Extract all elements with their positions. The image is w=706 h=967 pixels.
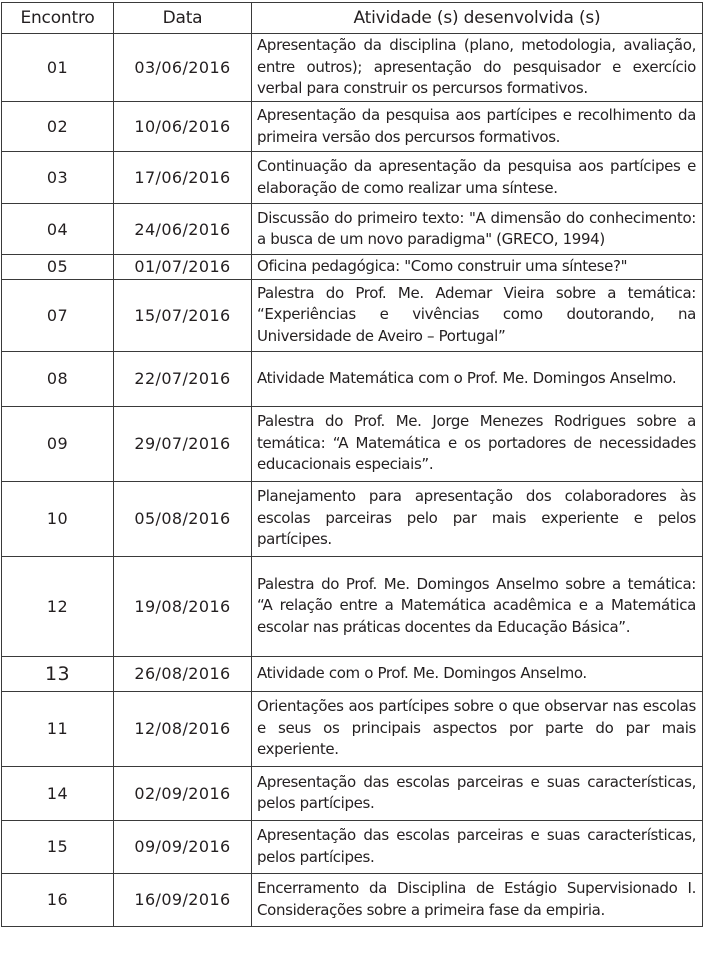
activity-cell: Palestra do Prof. Me. Domingos Anselmo sobre a temática: “A relação entre a Matemática acadêmica e a Matemática escolar nas práticas docentes da Educação Básica”. — [252, 556, 703, 656]
date-cell: 24/06/2016 — [114, 204, 252, 255]
table-row — [2, 279, 703, 351]
encontro-cell: 05 — [2, 255, 114, 280]
table-row — [2, 102, 703, 152]
activity-cell: Palestra do Prof. Me. Jorge Menezes Rodrigues sobre a temática: “A Matemática e os portadores de necessidades educacionais especiais”. — [252, 406, 703, 481]
encontro-cell: 10 — [2, 481, 114, 556]
table-row — [2, 691, 703, 766]
date-cell: 29/07/2016 — [114, 406, 252, 481]
encontro-cell: 01 — [2, 34, 114, 102]
encontro-cell: 15 — [2, 820, 114, 873]
encontro-cell: 16 — [2, 873, 114, 926]
table-row — [2, 255, 703, 280]
table-row — [2, 656, 703, 691]
activity-cell: Planejamento para apresentação dos colaboradores às escolas parceiras pelo par mais experiente e pelos partícipes. — [252, 481, 703, 556]
encontro-cell: 12 — [2, 556, 114, 656]
activity-cell: Apresentação das escolas parceiras e suas características, pelos partícipes. — [252, 766, 703, 820]
date-cell: 22/07/2016 — [114, 351, 252, 406]
date-cell: 02/09/2016 — [114, 766, 252, 820]
schedule-table-container — [1, 2, 702, 927]
activity-cell: Palestra do Prof. Me. Ademar Vieira sobre a temática: “Experiências e vivências como doutorando, na Universidade de Aveiro – Portugal” — [252, 279, 703, 351]
encontro-cell: 03 — [2, 152, 114, 204]
encontro-cell: 07 — [2, 279, 114, 351]
schedule-table — [1, 2, 703, 927]
encontro-cell: 09 — [2, 406, 114, 481]
table-row — [2, 406, 703, 481]
table-row — [2, 34, 703, 102]
activity-cell: Atividade com o Prof. Me. Domingos Anselmo. — [252, 656, 703, 691]
header-atividade: Atividade (s) desenvolvida (s) — [252, 3, 703, 34]
date-cell: 03/06/2016 — [114, 34, 252, 102]
date-cell: 26/08/2016 — [114, 656, 252, 691]
date-cell: 10/06/2016 — [114, 102, 252, 152]
activity-cell: Atividade Matemática com o Prof. Me. Domingos Anselmo. — [252, 351, 703, 406]
encontro-cell: 04 — [2, 204, 114, 255]
encontro-cell: 08 — [2, 351, 114, 406]
encontro-cell: 13 — [2, 656, 114, 691]
activity-cell: Apresentação da disciplina (plano, metodologia, avaliação, entre outros); apresentação do pesquisador e exercício verbal para construir os percursos formativos. — [252, 34, 703, 102]
date-cell: 19/08/2016 — [114, 556, 252, 656]
date-cell: 17/06/2016 — [114, 152, 252, 204]
table-row — [2, 556, 703, 656]
date-cell: 12/08/2016 — [114, 691, 252, 766]
activity-cell: Oficina pedagógica: "Como construir uma síntese?" — [252, 255, 703, 280]
activity-cell: Encerramento da Disciplina de Estágio Supervisionado I. Considerações sobre a primeira fase da empiria. — [252, 873, 703, 926]
activity-cell: Orientações aos partícipes sobre o que observar nas escolas e seus os principais aspectos por parte do par mais experiente. — [252, 691, 703, 766]
date-cell: 01/07/2016 — [114, 255, 252, 280]
date-cell: 05/08/2016 — [114, 481, 252, 556]
table-row — [2, 873, 703, 926]
activity-cell: Apresentação da pesquisa aos partícipes e recolhimento da primeira versão dos percursos formativos. — [252, 102, 703, 152]
activity-cell: Discussão do primeiro texto: "A dimensão do conhecimento: a busca de um novo paradigma" (GRECO, 1994) — [252, 204, 703, 255]
activity-cell: Continuação da apresentação da pesquisa aos partícipes e elaboração de como realizar uma síntese. — [252, 152, 703, 204]
encontro-cell: 11 — [2, 691, 114, 766]
date-cell: 16/09/2016 — [114, 873, 252, 926]
table-row — [2, 820, 703, 873]
date-cell: 09/09/2016 — [114, 820, 252, 873]
table-row — [2, 766, 703, 820]
header-data: Data — [114, 3, 252, 34]
encontro-cell: 02 — [2, 102, 114, 152]
header-row — [2, 3, 703, 34]
table-row — [2, 204, 703, 255]
table-row — [2, 481, 703, 556]
encontro-cell: 14 — [2, 766, 114, 820]
header-encontro: Encontro — [2, 3, 114, 34]
activity-cell: Apresentação das escolas parceiras e suas características, pelos partícipes. — [252, 820, 703, 873]
table-row — [2, 351, 703, 406]
date-cell: 15/07/2016 — [114, 279, 252, 351]
table-row — [2, 152, 703, 204]
